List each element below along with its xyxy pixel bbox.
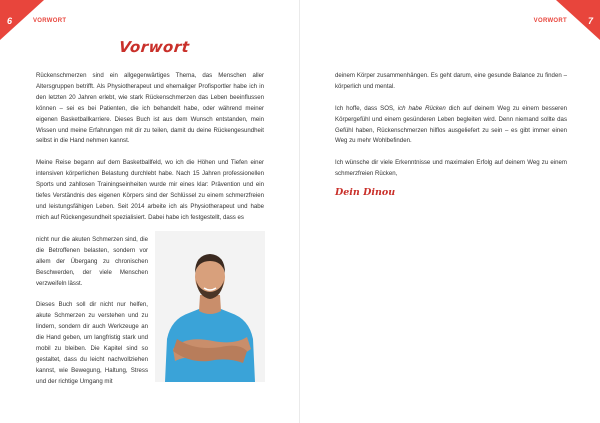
right-page <box>300 0 600 423</box>
narrow-text-column <box>36 235 148 399</box>
paragraph <box>335 104 567 148</box>
intro-text <box>36 71 264 224</box>
paragraph-segment: dich auf deinem Weg zu einem besseren Körpergefühl und einem gesünderen Leben begleiten wird. Denn niemand sollte das Gefühl haben, Rückenschmerzen hilflos ausgeliefert zu sein – es gibt immer einen Weg zu mehr Wohlbefinden. <box>335 104 567 145</box>
author-signature: Dein Dinou <box>335 187 396 198</box>
paragraph: Dieses Buch soll dir nicht nur helfen, akute Schmerzen zu verstehen und zu lindern, sondern dir auch Werkzeuge an die Hand geben, um langfristig stark und mobil zu bleiben. Die Kapitel sind so gestaltet, dass du leicht nachvollziehen kannst, wie Bewegung, Haltung, Stress und der richtige Umgang mit <box>36 301 148 385</box>
paragraph-segment: Ich hoffe, dass SOS, <box>335 104 398 112</box>
paragraph: Rückenschmerzen sind ein allgegenwärtiges Thema, das Menschen aller Altersgruppen betrifft. Als Physiotherapeut und ehemaliger Profisportler habe ich in den letzten 20 Jahren erlebt, wie stark Rückenschmerzen das Leben beeinflussen können – sei es bei Patienten, die ich behandelt habe, oder während meiner eigenen Basketballkarriere. Dieses Buch ist aus dem Wunsch entstanden, mein Wissen und meine Erfahrungen mit dir zu teilen, damit du deine Rückengesundheit selbst in die Hand nehmen kannst. <box>36 72 264 145</box>
author-photo <box>155 231 265 382</box>
paragraph: Ich wünsche dir viele Erkenntnisse und maximalen Erfolg auf deinem Weg zu einem schmerzfreien Rücken, <box>335 159 567 178</box>
chapter-title: Vorwort <box>118 38 191 56</box>
running-head-right: VORWORT <box>533 18 567 24</box>
paragraph: deinem Körper zusammenhängen. Es geht darum, eine gesunde Balance zu finden – körperlich und mental. <box>335 72 567 90</box>
page-number-right: 7 <box>587 16 593 26</box>
page-number-left: 6 <box>7 16 13 26</box>
running-head-left: VORWORT <box>33 18 67 24</box>
author-portrait-illustration <box>155 231 265 382</box>
closing-text <box>335 71 567 191</box>
book-title-italic: ich habe Rücken <box>397 104 446 112</box>
paragraph: nicht nur die akuten Schmerzen sind, die die Betroffenen belasten, sondern vor allem der Übergang zu chronischen Beschwerden, der viele Menschen verzweifeln lässt. <box>36 236 148 287</box>
paragraph: Meine Reise begann auf dem Basketballfeld, wo ich die Höhen und Tiefen einer intensiven körperlichen Belastung durchlebt habe. Nach 15 Jahren professionellen Sports und zahllosen Trainingseinheiten wurde mir eines klar: Prävention und ein tiefes Verständnis des eigenen Körpers sind der Schlüssel zu einem schmerzfreien und leistungsfähigen Leben. Seit 2014 arbeite ich als Physiotherapeut und habe mich auf Rückengesundheit spezialisiert. Dabei habe ich festgestellt, dass es <box>36 159 264 221</box>
